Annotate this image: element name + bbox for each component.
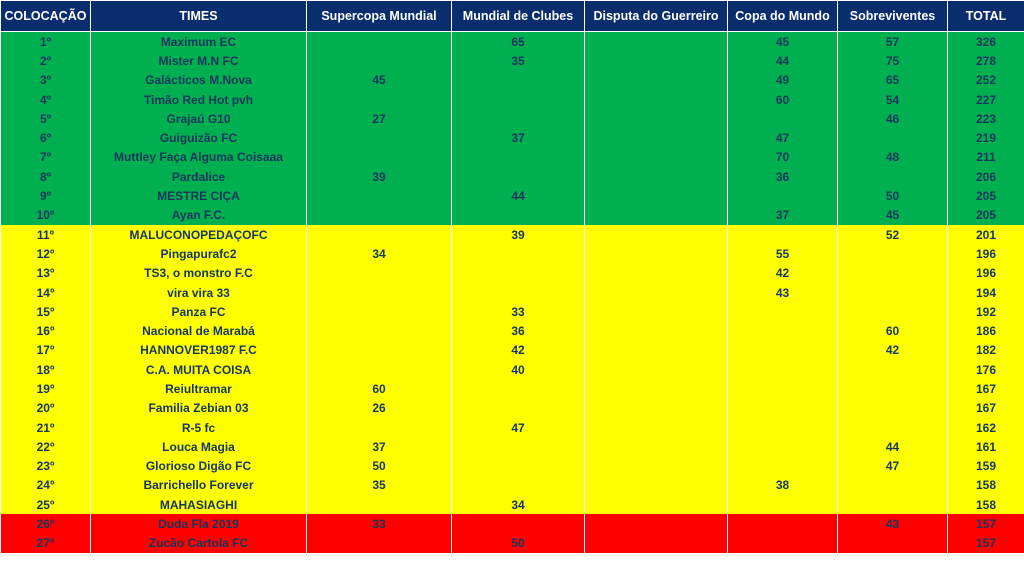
cell-disputa-do-guerreiro (585, 32, 728, 52)
table-row[interactable] (1, 321, 1024, 340)
cell-sobreviventes (838, 302, 948, 321)
cell-total: 211 (948, 148, 1024, 167)
table-row[interactable] (1, 399, 1024, 418)
cell-sobreviventes (838, 167, 948, 186)
cell-disputa-do-guerreiro (585, 71, 728, 90)
table-row[interactable] (1, 244, 1024, 263)
cell-copa-do-mundo (728, 457, 838, 476)
cell-disputa-do-guerreiro (585, 90, 728, 109)
cell-total: 194 (948, 283, 1024, 302)
cell-colocacao: 18º (1, 360, 91, 379)
cell-copa-do-mundo (728, 302, 838, 321)
cell-time: Maximum EC (91, 32, 307, 52)
cell-copa-do-mundo (728, 534, 838, 553)
cell-mundial-de-clubes (452, 476, 585, 495)
cell-supercopa-mundial (307, 225, 452, 244)
cell-colocacao: 6º (1, 128, 91, 147)
column-header-colocacao[interactable]: COLOCAÇÃO (1, 1, 91, 32)
table-row[interactable] (1, 51, 1024, 70)
cell-total: 326 (948, 32, 1024, 52)
cell-copa-do-mundo: 42 (728, 264, 838, 283)
cell-supercopa-mundial: 34 (307, 244, 452, 263)
cell-time: Barrichello Forever (91, 476, 307, 495)
cell-disputa-do-guerreiro (585, 225, 728, 244)
table-row[interactable] (1, 71, 1024, 90)
cell-colocacao: 2º (1, 51, 91, 70)
table-row[interactable] (1, 341, 1024, 360)
cell-time: Guiguizão FC (91, 128, 307, 147)
table-row[interactable] (1, 148, 1024, 167)
cell-sobreviventes: 43 (838, 514, 948, 533)
cell-colocacao: 21º (1, 418, 91, 437)
cell-sobreviventes: 44 (838, 437, 948, 456)
cell-colocacao: 24º (1, 476, 91, 495)
cell-time: Louca Magia (91, 437, 307, 456)
table-row[interactable] (1, 206, 1024, 225)
cell-disputa-do-guerreiro (585, 264, 728, 283)
cell-supercopa-mundial (307, 32, 452, 52)
table-row[interactable] (1, 437, 1024, 456)
table-row[interactable] (1, 264, 1024, 283)
cell-mundial-de-clubes (452, 457, 585, 476)
cell-copa-do-mundo: 45 (728, 32, 838, 52)
cell-mundial-de-clubes (452, 206, 585, 225)
cell-total: 227 (948, 90, 1024, 109)
cell-colocacao: 7º (1, 148, 91, 167)
cell-time: Nacional de Marabá (91, 321, 307, 340)
cell-time: Reiultramar (91, 379, 307, 398)
cell-total: 157 (948, 534, 1024, 553)
cell-copa-do-mundo: 38 (728, 476, 838, 495)
table-row[interactable] (1, 225, 1024, 244)
cell-disputa-do-guerreiro (585, 206, 728, 225)
table-body (1, 32, 1024, 554)
cell-total: 192 (948, 302, 1024, 321)
cell-copa-do-mundo (728, 225, 838, 244)
cell-time: HANNOVER1987 F.C (91, 341, 307, 360)
cell-supercopa-mundial (307, 495, 452, 514)
cell-disputa-do-guerreiro (585, 321, 728, 340)
cell-copa-do-mundo: 43 (728, 283, 838, 302)
cell-copa-do-mundo: 70 (728, 148, 838, 167)
cell-mundial-de-clubes (452, 244, 585, 263)
table-header (1, 1, 1024, 32)
cell-colocacao: 8º (1, 167, 91, 186)
table-row[interactable] (1, 283, 1024, 302)
cell-sobreviventes: 42 (838, 341, 948, 360)
cell-disputa-do-guerreiro (585, 51, 728, 70)
cell-sobreviventes (838, 360, 948, 379)
cell-time: Grajaú G10 (91, 109, 307, 128)
cell-total: 158 (948, 495, 1024, 514)
table-row[interactable] (1, 32, 1024, 52)
cell-disputa-do-guerreiro (585, 109, 728, 128)
column-header-disputa-do-guerreiro[interactable]: Disputa do Guerreiro (585, 1, 728, 32)
cell-colocacao: 19º (1, 379, 91, 398)
cell-total: 252 (948, 71, 1024, 90)
cell-time: vira vira 33 (91, 283, 307, 302)
cell-sobreviventes (838, 379, 948, 398)
cell-copa-do-mundo (728, 399, 838, 418)
cell-sobreviventes: 60 (838, 321, 948, 340)
cell-colocacao: 25º (1, 495, 91, 514)
cell-disputa-do-guerreiro (585, 148, 728, 167)
cell-time: Panza FC (91, 302, 307, 321)
cell-colocacao: 10º (1, 206, 91, 225)
table-row[interactable] (1, 514, 1024, 533)
cell-mundial-de-clubes: 50 (452, 534, 585, 553)
cell-sobreviventes (838, 128, 948, 147)
cell-copa-do-mundo (728, 514, 838, 533)
cell-mundial-de-clubes (452, 379, 585, 398)
cell-copa-do-mundo (728, 379, 838, 398)
cell-sobreviventes: 75 (838, 51, 948, 70)
cell-sobreviventes (838, 283, 948, 302)
table-row[interactable] (1, 457, 1024, 476)
cell-sobreviventes (838, 476, 948, 495)
cell-supercopa-mundial (307, 90, 452, 109)
cell-sobreviventes: 57 (838, 32, 948, 52)
cell-total: 167 (948, 379, 1024, 398)
cell-disputa-do-guerreiro (585, 244, 728, 263)
cell-copa-do-mundo: 60 (728, 90, 838, 109)
cell-total: 162 (948, 418, 1024, 437)
cell-colocacao: 11º (1, 225, 91, 244)
cell-total: 196 (948, 244, 1024, 263)
cell-disputa-do-guerreiro (585, 302, 728, 321)
cell-copa-do-mundo: 36 (728, 167, 838, 186)
cell-supercopa-mundial: 26 (307, 399, 452, 418)
cell-colocacao: 4º (1, 90, 91, 109)
cell-mundial-de-clubes (452, 264, 585, 283)
cell-total: 161 (948, 437, 1024, 456)
cell-mundial-de-clubes (452, 167, 585, 186)
cell-mundial-de-clubes (452, 71, 585, 90)
cell-sobreviventes (838, 244, 948, 263)
cell-time: MAHASIAGHI (91, 495, 307, 514)
cell-time: Ayan F.C. (91, 206, 307, 225)
cell-mundial-de-clubes: 35 (452, 51, 585, 70)
cell-sobreviventes: 47 (838, 457, 948, 476)
cell-sobreviventes: 50 (838, 186, 948, 205)
cell-colocacao: 3º (1, 71, 91, 90)
cell-supercopa-mundial (307, 321, 452, 340)
cell-total: 201 (948, 225, 1024, 244)
cell-copa-do-mundo: 47 (728, 128, 838, 147)
cell-mundial-de-clubes: 65 (452, 32, 585, 52)
table-row[interactable] (1, 379, 1024, 398)
cell-time: MESTRE CIÇA (91, 186, 307, 205)
cell-supercopa-mundial: 39 (307, 167, 452, 186)
cell-disputa-do-guerreiro (585, 476, 728, 495)
cell-supercopa-mundial (307, 283, 452, 302)
cell-mundial-de-clubes: 37 (452, 128, 585, 147)
cell-disputa-do-guerreiro (585, 418, 728, 437)
column-header-supercopa-mundial[interactable]: Supercopa Mundial (307, 1, 452, 32)
cell-supercopa-mundial (307, 418, 452, 437)
cell-total: 158 (948, 476, 1024, 495)
cell-copa-do-mundo: 37 (728, 206, 838, 225)
cell-copa-do-mundo (728, 186, 838, 205)
cell-sobreviventes (838, 264, 948, 283)
cell-supercopa-mundial: 27 (307, 109, 452, 128)
cell-mundial-de-clubes (452, 399, 585, 418)
cell-sobreviventes: 48 (838, 148, 948, 167)
cell-mundial-de-clubes: 40 (452, 360, 585, 379)
cell-total: 186 (948, 321, 1024, 340)
cell-mundial-de-clubes (452, 109, 585, 128)
cell-colocacao: 20º (1, 399, 91, 418)
cell-time: Pingapurafc2 (91, 244, 307, 263)
cell-supercopa-mundial (307, 148, 452, 167)
cell-colocacao: 14º (1, 283, 91, 302)
cell-colocacao: 27º (1, 534, 91, 553)
cell-supercopa-mundial (307, 206, 452, 225)
cell-time: TS3, o monstro F.C (91, 264, 307, 283)
cell-mundial-de-clubes: 36 (452, 321, 585, 340)
cell-copa-do-mundo: 44 (728, 51, 838, 70)
cell-supercopa-mundial: 50 (307, 457, 452, 476)
cell-mundial-de-clubes (452, 437, 585, 456)
cell-total: 182 (948, 341, 1024, 360)
cell-colocacao: 5º (1, 109, 91, 128)
cell-time: Timão Red Hot pvh (91, 90, 307, 109)
cell-total: 157 (948, 514, 1024, 533)
cell-colocacao: 1º (1, 32, 91, 52)
column-header-copa-do-mundo[interactable]: Copa do Mundo (728, 1, 838, 32)
cell-disputa-do-guerreiro (585, 283, 728, 302)
cell-time: Zucão Cartola FC (91, 534, 307, 553)
cell-disputa-do-guerreiro (585, 437, 728, 456)
column-header-sobreviventes[interactable]: Sobreviventes (838, 1, 948, 32)
table-row[interactable] (1, 302, 1024, 321)
cell-copa-do-mundo (728, 418, 838, 437)
cell-total: 176 (948, 360, 1024, 379)
cell-sobreviventes (838, 418, 948, 437)
table-row[interactable] (1, 476, 1024, 495)
cell-sobreviventes: 52 (838, 225, 948, 244)
cell-copa-do-mundo (728, 495, 838, 514)
cell-supercopa-mundial (307, 128, 452, 147)
cell-time: Familia Zebian 03 (91, 399, 307, 418)
cell-time: MALUCONOPEDAÇOFC (91, 225, 307, 244)
cell-time: Mister M.N FC (91, 51, 307, 70)
cell-copa-do-mundo (728, 321, 838, 340)
cell-disputa-do-guerreiro (585, 399, 728, 418)
cell-mundial-de-clubes: 42 (452, 341, 585, 360)
table-row[interactable] (1, 534, 1024, 553)
cell-disputa-do-guerreiro (585, 167, 728, 186)
column-header-total[interactable]: TOTAL (948, 1, 1024, 32)
cell-time: Glorioso Digão FC (91, 457, 307, 476)
cell-colocacao: 17º (1, 341, 91, 360)
cell-disputa-do-guerreiro (585, 495, 728, 514)
cell-total: 159 (948, 457, 1024, 476)
cell-supercopa-mundial: 33 (307, 514, 452, 533)
table-row[interactable] (1, 418, 1024, 437)
table-row[interactable] (1, 90, 1024, 109)
cell-sobreviventes: 65 (838, 71, 948, 90)
cell-supercopa-mundial (307, 534, 452, 553)
cell-supercopa-mundial: 45 (307, 71, 452, 90)
column-header-times[interactable]: TIMES (91, 1, 307, 32)
cell-sobreviventes: 46 (838, 109, 948, 128)
cell-supercopa-mundial (307, 186, 452, 205)
cell-disputa-do-guerreiro (585, 457, 728, 476)
cell-colocacao: 22º (1, 437, 91, 456)
cell-supercopa-mundial: 35 (307, 476, 452, 495)
cell-colocacao: 16º (1, 321, 91, 340)
cell-total: 167 (948, 399, 1024, 418)
cell-time: R-5 fc (91, 418, 307, 437)
cell-copa-do-mundo (728, 341, 838, 360)
table-row[interactable] (1, 167, 1024, 186)
cell-mundial-de-clubes: 39 (452, 225, 585, 244)
cell-mundial-de-clubes: 47 (452, 418, 585, 437)
cell-supercopa-mundial (307, 341, 452, 360)
cell-supercopa-mundial: 37 (307, 437, 452, 456)
cell-time: Pardalice (91, 167, 307, 186)
cell-mundial-de-clubes: 34 (452, 495, 585, 514)
cell-sobreviventes (838, 399, 948, 418)
cell-mundial-de-clubes (452, 148, 585, 167)
cell-supercopa-mundial: 60 (307, 379, 452, 398)
cell-colocacao: 23º (1, 457, 91, 476)
cell-copa-do-mundo: 49 (728, 71, 838, 90)
cell-time: Muttley Faça Alguma Coisaaa (91, 148, 307, 167)
cell-supercopa-mundial (307, 360, 452, 379)
cell-total: 278 (948, 51, 1024, 70)
cell-sobreviventes: 54 (838, 90, 948, 109)
cell-disputa-do-guerreiro (585, 534, 728, 553)
table-row[interactable] (1, 186, 1024, 205)
cell-mundial-de-clubes: 44 (452, 186, 585, 205)
cell-colocacao: 9º (1, 186, 91, 205)
cell-sobreviventes (838, 534, 948, 553)
cell-disputa-do-guerreiro (585, 341, 728, 360)
cell-colocacao: 15º (1, 302, 91, 321)
cell-mundial-de-clubes: 33 (452, 302, 585, 321)
cell-total: 223 (948, 109, 1024, 128)
cell-time: Duda Fla 2019 (91, 514, 307, 533)
cell-supercopa-mundial (307, 51, 452, 70)
cell-copa-do-mundo (728, 109, 838, 128)
table-row[interactable] (1, 109, 1024, 128)
header-row (1, 1, 1024, 32)
cell-copa-do-mundo (728, 360, 838, 379)
cell-time: Galácticos M.Nova (91, 71, 307, 90)
cell-disputa-do-guerreiro (585, 186, 728, 205)
column-header-mundial-de-clubes[interactable]: Mundial de Clubes (452, 1, 585, 32)
cell-total: 205 (948, 186, 1024, 205)
cell-copa-do-mundo (728, 437, 838, 456)
cell-disputa-do-guerreiro (585, 360, 728, 379)
cell-total: 219 (948, 128, 1024, 147)
cell-total: 206 (948, 167, 1024, 186)
cell-supercopa-mundial (307, 264, 452, 283)
cell-sobreviventes: 45 (838, 206, 948, 225)
cell-supercopa-mundial (307, 302, 452, 321)
cell-disputa-do-guerreiro (585, 379, 728, 398)
cell-disputa-do-guerreiro (585, 128, 728, 147)
cell-disputa-do-guerreiro (585, 514, 728, 533)
cell-total: 196 (948, 264, 1024, 283)
cell-total: 205 (948, 206, 1024, 225)
cell-mundial-de-clubes (452, 90, 585, 109)
cell-sobreviventes (838, 495, 948, 514)
cell-colocacao: 26º (1, 514, 91, 533)
table-row[interactable] (1, 128, 1024, 147)
table-row[interactable] (1, 495, 1024, 514)
cell-mundial-de-clubes (452, 514, 585, 533)
cell-colocacao: 13º (1, 264, 91, 283)
cell-mundial-de-clubes (452, 283, 585, 302)
cell-colocacao: 12º (1, 244, 91, 263)
table-row[interactable] (1, 360, 1024, 379)
cell-time: C.A. MUITA COISA (91, 360, 307, 379)
cell-copa-do-mundo: 55 (728, 244, 838, 263)
